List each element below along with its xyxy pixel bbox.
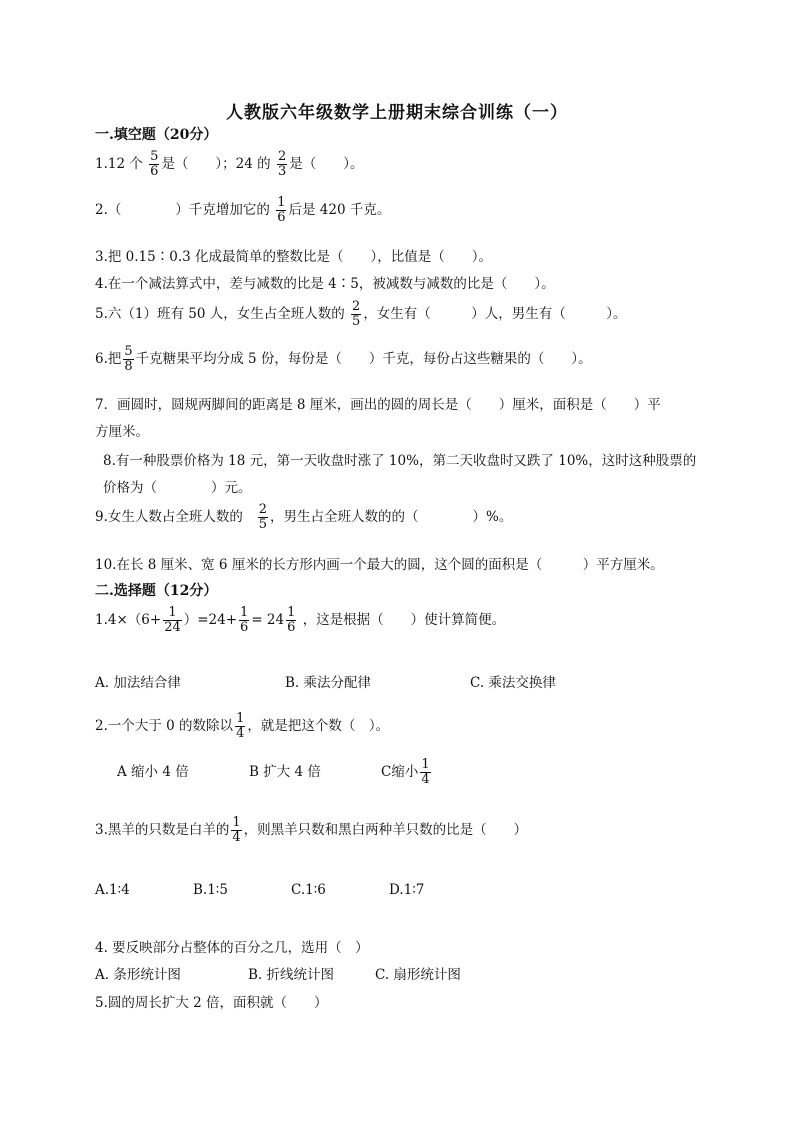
option-a[interactable]: A.1∶4 — [95, 882, 130, 898]
choice-1-options — [95, 671, 556, 691]
question-5: 5.六（1）班有 50 人，女生占全班人数的 $\frac{2}{5}$ ，女生有（ ）人，男生有（ ）。 — [95, 299, 627, 329]
question-9: 9.女生人数占全班人数的 $\frac{2}{5}$ ，男生占全班人数的的（ ）%。 — [95, 502, 513, 532]
fraction: $\frac{2}{5}$ — [352, 299, 361, 329]
fraction: $\frac{5}{6}$ — [150, 149, 159, 179]
question-8: 8.有一种股票价格为 18 元，第一天收盘时涨了 10%，第二天收盘时又跌了 10%，这时这种股票的 — [103, 453, 697, 469]
choice-3: 3.黑羊的只数是白羊的 $\frac{1}{4}$ ，则黑羊只数和黑白两种羊只数的比是（ ） — [95, 815, 528, 845]
option-a[interactable]: A. 条形统计图 — [95, 967, 181, 983]
choice-1: 1.4×（6+ $\frac{1}{24}$ ）=24+ $\frac{1}{6}$ = 24 $\frac{1}{6}$ ，这是根据（ ）使计算简便。 — [95, 605, 506, 635]
question-7-cont: 方厘米。 — [95, 424, 149, 440]
option-b[interactable]: B. 折线统计图 — [248, 967, 335, 983]
fraction: $\frac{1}{6}$ — [287, 605, 296, 635]
fraction: $\frac{1}{4}$ — [421, 757, 430, 787]
question-3: 3.把 0.15∶0.3 化成最简单的整数比是（ ），比值是（ ）。 — [95, 249, 492, 265]
option-b[interactable]: B.1∶5 — [193, 882, 228, 898]
option-a[interactable]: A. 加法结合律 — [95, 675, 181, 691]
choice-2: 2.一个大于 0 的数除以 $\frac{1}{4}$ ，就是把这个数（ ）。 — [95, 711, 390, 741]
option-c[interactable]: C.1∶6 — [291, 882, 326, 898]
option-c[interactable]: C. 扇形统计图 — [375, 967, 461, 983]
fraction: $\frac{1}{6}$ — [240, 605, 249, 635]
section-choice: 二.选择题（12分） — [95, 583, 218, 599]
choice-5: 5.圆的周长扩大 2 倍，面积就（ ） — [95, 995, 328, 1011]
fraction: $\frac{1}{4}$ — [232, 815, 241, 845]
choice-4: 4. 要反映部分占整体的百分之几，选用（ ） — [95, 940, 369, 956]
option-b[interactable]: B. 乘法分配律 — [285, 675, 372, 691]
fraction: $\frac{1}{24}$ — [164, 605, 181, 635]
fraction: $\frac{2}{3}$ — [277, 149, 287, 179]
choice-3-options — [95, 882, 424, 898]
fraction: $\frac{2}{5}$ — [258, 502, 268, 532]
option-c[interactable]: C缩小 $\frac{1}{4}$ — [381, 757, 430, 787]
fraction: $\frac{1}{6}$ — [277, 195, 286, 225]
section-fill-blank: 一.填空题（20分） — [95, 127, 218, 143]
question-8-cont: 价格为（ ）元。 — [103, 480, 252, 496]
question-4: 4.在一个减法算式中，差与减数的比是 4∶5，被减数与减数的比是（ ）。 — [95, 276, 555, 292]
choice-2-options — [117, 758, 433, 787]
question-7: 7．画圆时，圆规两脚间的距离是 8 厘米，画出的圆的周长是（ ）厘米，面积是（ ）平 — [95, 397, 661, 413]
question-6: 6.把 $\frac{5}{8}$ 千克糖果平均分成 5 份，每份是（ ）千克，每份占这些糖果的（ ）。 — [95, 344, 592, 374]
fraction: $\frac{1}{4}$ — [236, 711, 245, 741]
fraction: $\frac{5}{8}$ — [124, 344, 133, 374]
page-title: 人教版六年级数学上册期末综合训练（一） — [226, 103, 568, 123]
option-d[interactable]: D.1∶7 — [389, 882, 425, 898]
question-2: 2.（ ）千克增加它的 $\frac{1}{6}$ 后是 420 千克。 — [95, 195, 391, 225]
choice-4-options — [95, 963, 461, 983]
question-1: 1.12 个 $\frac{5}{6}$ 是（ ）；24 的 $\frac{2}{3}$ 是（ ）。 — [95, 149, 364, 179]
option-b[interactable]: B 扩大 4 倍 — [249, 764, 321, 780]
question-10: 10.在长 8 厘米、宽 6 厘米的长方形内画一个最大的圆，这个圆的面积是（ ）平方厘米。 — [95, 557, 664, 573]
option-a[interactable]: A 缩小 4 倍 — [117, 764, 189, 780]
option-c[interactable]: C. 乘法交换律 — [470, 675, 556, 691]
